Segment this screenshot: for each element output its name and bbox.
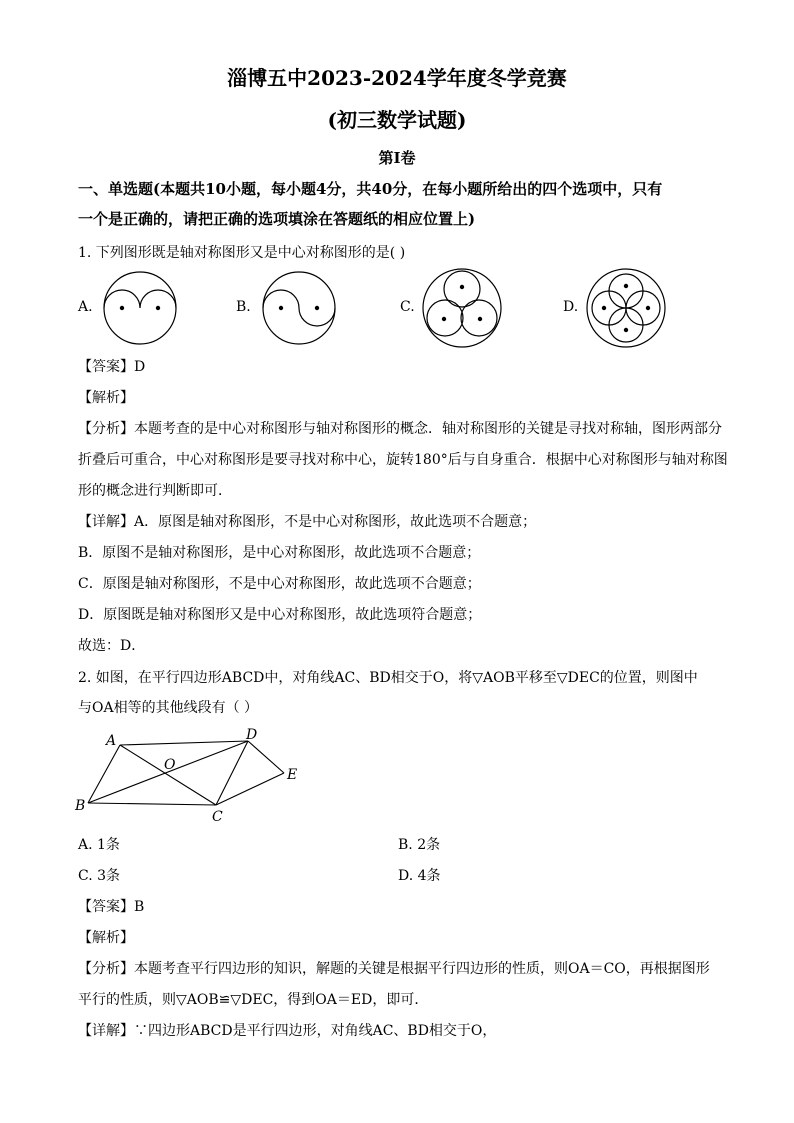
option-b-label: B. (236, 299, 251, 315)
question-2-stem-line2: 与OA相等的其他线段有（ ） (78, 700, 259, 716)
question-2-figure (70, 725, 310, 825)
page-subtitle: (初三数学试题) (327, 108, 467, 132)
question-1-stem: 1. 下列图形既是轴对称图形又是中心对称图形的是( ) (78, 245, 406, 261)
segment-bc (88, 803, 216, 805)
question-1-detail-line2: B．原图不是轴对称图形，是中心对称图形，故此选项不合题意； (78, 545, 481, 561)
question-2-option-c: C. 3条 (78, 868, 121, 884)
question-2-stem-line1: 2. 如图，在平行四边形ABCD中，对角线AC、BD相交于O，将▽AOB平移至▽DEC的位置，则图中 (78, 670, 698, 686)
question-1-fenxi-line2: 折叠后可重合，中心对称图形是要寻找对称中心，旋转180°后与自身重合．根据中心对称图形与轴对称图 (78, 452, 728, 468)
point-label-c: C (212, 809, 223, 825)
point-label-a: A (106, 733, 117, 749)
question-2-option-d: D. 4条 (398, 868, 441, 884)
point-label-e: E (287, 767, 298, 783)
segment-ce (216, 773, 284, 805)
option-d-label: D. (563, 299, 579, 315)
option-b-figure (254, 268, 344, 348)
segment-ab (88, 745, 120, 803)
question-2-fenxi-line1: 【分析】本题考查平行四边形的知识，解题的关键是根据平行四边形的性质，则OA＝CO，再根据图形 (78, 961, 710, 977)
question-1-detail-line5: 故选：D． (78, 638, 146, 654)
page-title: 淄博五中2023-2024学年度冬学竞赛 (227, 66, 567, 90)
question-1-fenxi-line1: 【分析】本题考查的是中心对称图形与轴对称图形的概念．轴对称图形的关键是寻找对称轴，图形两部分 (78, 421, 722, 437)
question-2-answer: 【答案】B (78, 899, 145, 915)
question-2-detail-line1: 【详解】∵四边形ABCD是平行四边形，对角线AC、BD相交于O， (78, 1023, 497, 1039)
option-c-figure (420, 266, 504, 350)
option-a-figure (95, 268, 185, 348)
section-heading-line1: 一、单选题(本题共10小题，每小题4分，共40分，在每小题所给出的四个选项中，只有 (78, 180, 663, 198)
volume-label: 第Ⅰ卷 (378, 149, 416, 167)
point-label-d: D (246, 727, 258, 743)
option-d-figure (584, 266, 668, 350)
question-1-detail-line1: 【详解】A．原图是轴对称图形，不是中心对称图形，故此选项不合题意； (78, 514, 537, 530)
option-c-label: C. (400, 299, 415, 315)
question-2-option-a: A. 1条 (78, 837, 120, 853)
point-label-o: O (164, 757, 176, 773)
option-a-label: A. (78, 299, 93, 315)
diagonal-ac (120, 745, 216, 805)
section-heading-line2: 一个是正确的，请把正确的选项填涂在答题纸的相应位置上) (78, 210, 476, 228)
question-1-answer: 【答案】D (78, 359, 146, 375)
question-1-fenxi-line3: 形的概念进行判断即可． (78, 483, 232, 499)
question-1-detail-line4: D．原图既是轴对称图形又是中心对称图形，故此选项符合题意； (78, 607, 482, 623)
question-1-analysis-tag: 【解析】 (78, 390, 134, 406)
segment-de (248, 741, 284, 773)
question-2-analysis-tag: 【解析】 (78, 930, 134, 946)
segment-dc (216, 741, 248, 805)
point-label-b: B (75, 798, 86, 814)
question-1-detail-line3: C．原图是轴对称图形，不是中心对称图形，故此选项不合题意； (78, 576, 481, 592)
question-2-option-b: B. 2条 (398, 837, 441, 853)
question-2-fenxi-line2: 平行的性质，则▽AOB≌▽DEC，得到OA＝ED，即可． (78, 992, 429, 1008)
segment-ad (120, 741, 248, 745)
